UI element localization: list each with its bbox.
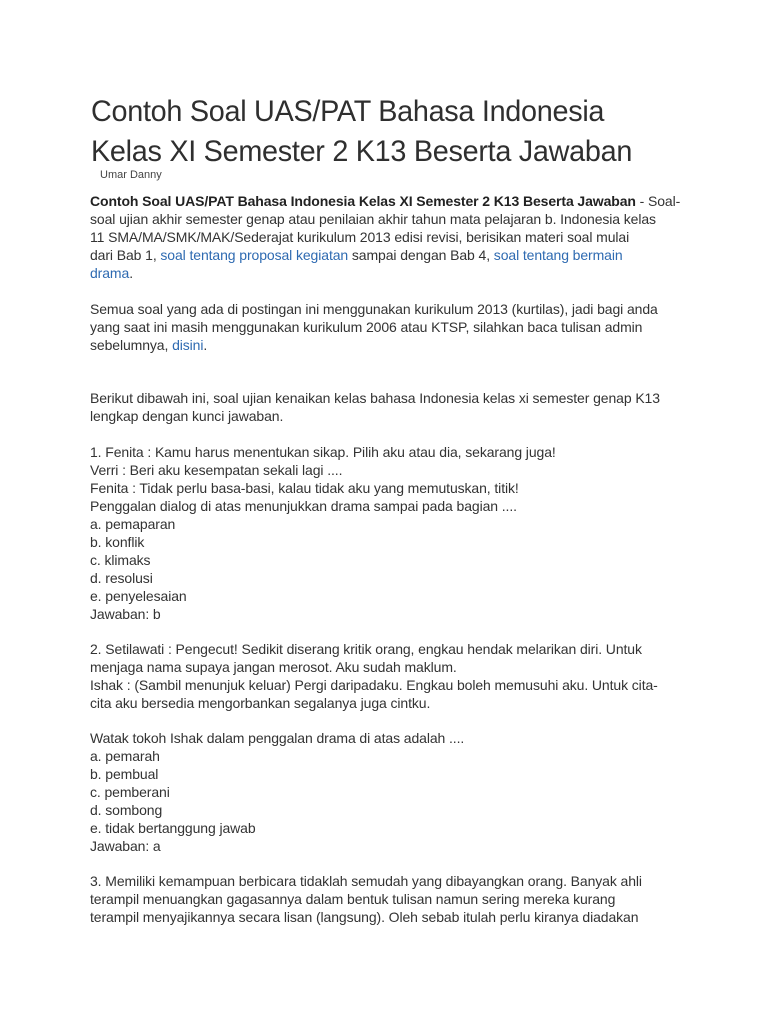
q1-option: d. resolusi (90, 570, 153, 586)
lead-line-1: Berikut dibawah ini, soal ujian kenaikan kelas bahasa Indonesia kelas xi semester genap K13 (90, 390, 660, 406)
q2-option: b. pembual (90, 766, 159, 782)
author-name: Umar Danny (100, 169, 162, 181)
link-proposal-kegiatan[interactable]: soal tentang proposal kegiatan (160, 247, 349, 263)
q2-option: a. pemarah (90, 748, 160, 764)
q1-answer: Jawaban: b (90, 606, 161, 622)
q1-option: b. konflik (90, 534, 145, 550)
q1-line: Fenita : Tidak perlu basa-basi, kalau tidak aku yang memutuskan, titik! (90, 480, 519, 496)
q2-option: c. pemberani (90, 784, 170, 800)
intro-line-4-text-2: sampai dengan Bab 4, (348, 247, 494, 263)
intro-line-1 (90, 192, 680, 210)
intro-line-5 (90, 264, 133, 282)
link-bermain-drama-part-1[interactable]: soal tentang bermain (493, 247, 623, 263)
q2-question: Watak tokoh Ishak dalam penggalan drama di atas adalah .... (90, 730, 465, 746)
q2-line: 2. Setilawati : Pengecut! Sedikit diserang kritik orang, engkau hendak melarikan diri. Untuk (90, 641, 642, 657)
q1-option: c. klimaks (90, 552, 151, 568)
q2-line: cita aku bersedia mengorbankan segalanya juga cintku. (90, 695, 431, 711)
q2-line: Ishak : (Sambil menunjuk keluar) Pergi daripadaku. Engkau boleh memusuhi aku. Untuk cita- (90, 677, 658, 693)
intro-line-4 (90, 246, 623, 264)
link-bermain-drama-part-2[interactable]: drama (90, 265, 130, 281)
article-title-line-2: Kelas XI Semester 2 K13 Beserta Jawaban (91, 135, 633, 168)
q1-line: 1. Fenita : Kamu harus menentukan sikap. Pilih aku atau dia, sekarang juga! (90, 444, 556, 460)
q1-question: Penggalan dialog di atas menunjukkan drama sampai pada bagian .... (90, 498, 517, 514)
article-title (91, 92, 667, 172)
q2-option: e. tidak bertanggung jawab (90, 820, 256, 836)
kurtilas-line-3 (90, 336, 207, 354)
link-disini[interactable]: disini (172, 337, 204, 353)
q2-line: menjaga nama supaya jangan merosot. Aku sudah maklum. (90, 659, 457, 675)
q2-option: d. sombong (90, 802, 163, 818)
q1-option: e. penyelesaian (90, 588, 187, 604)
q2-answer: Jawaban: a (90, 838, 161, 854)
intro-line-2: soal ujian akhir semester genap atau penilaian akhir tahun mata pelajaran b. Indonesia kelas (90, 211, 656, 227)
kurtilas-line-1: Semua soal yang ada di postingan ini menggunakan kurikulum 2013 (kurtilas), jadi bagi anda (90, 301, 658, 317)
intro-after-bold: - Soal- (635, 193, 681, 209)
kurtilas-line-3-end: . (203, 337, 208, 353)
q1-option: a. pemaparan (90, 516, 176, 532)
intro-bold-title: Contoh Soal UAS/PAT Bahasa Indonesia Kelas XI Semester 2 K13 Beserta Jawaban (90, 193, 636, 209)
intro-line-5-end: . (129, 265, 133, 281)
intro-line-4-text-1: dari Bab 1, (90, 247, 161, 263)
q3-line: 3. Memiliki kemampuan berbicara tidaklah semudah yang dibayangkan orang. Banyak ahli (90, 873, 642, 889)
intro-line-3: 11 SMA/MA/SMK/MAK/Sederajat kurikulum 2013 edisi revisi, berisikan materi soal mulai (90, 229, 630, 245)
lead-line-2: lengkap dengan kunci jawaban. (90, 408, 284, 424)
q1-line: Verri : Beri aku kesempatan sekali lagi .... (90, 462, 343, 478)
q3-line: terampil menuangkan gagasannya dalam bentuk tulisan namun sering mereka kurang (90, 891, 616, 907)
q3-line: terampil menyajikannya secara lisan (langsung). Oleh sebab itulah perlu kiranya diadakan (90, 909, 639, 925)
article-title-line-1: Contoh Soal UAS/PAT Bahasa Indonesia (91, 95, 605, 128)
kurtilas-line-2: yang saat ini masih menggunakan kurikulum 2006 atau KTSP, silahkan baca tulisan admin (90, 319, 643, 335)
kurtilas-line-3-text: sebelumnya, (90, 337, 173, 353)
